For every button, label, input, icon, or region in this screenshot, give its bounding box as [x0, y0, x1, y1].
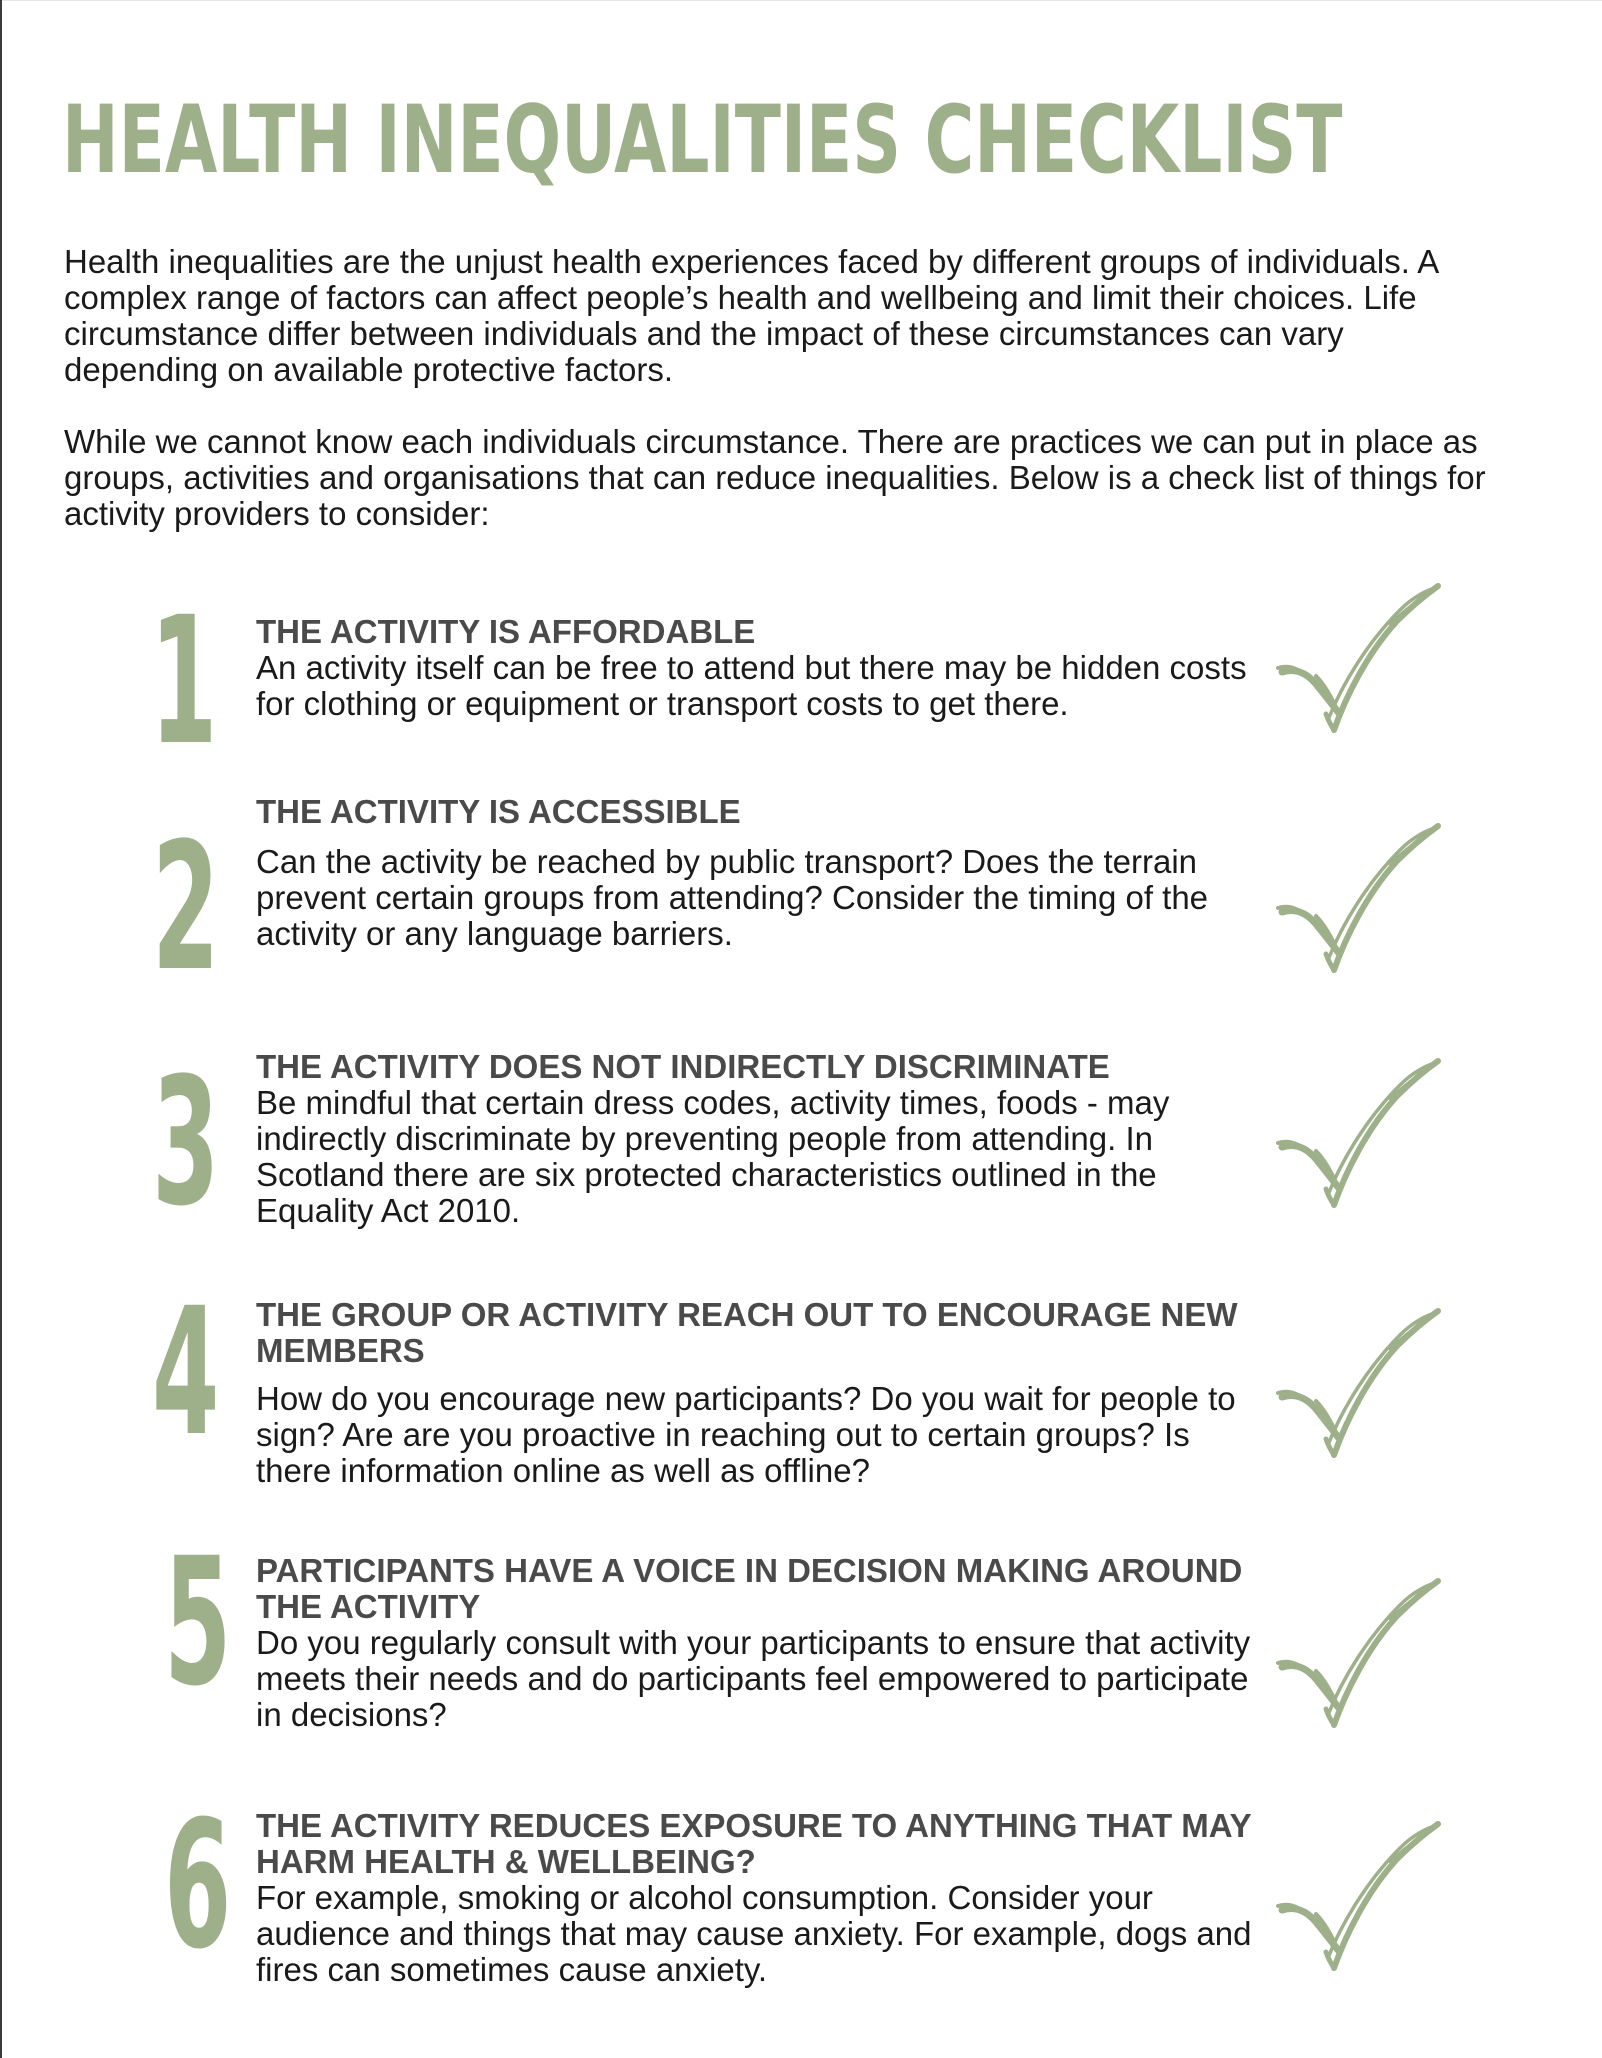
item-number: 6	[164, 1783, 232, 1988]
item-heading: THE ACTIVITY REDUCES EXPOSURE TO ANYTHING THAT MAY HARM HEALTH & WELLBEING?	[256, 1807, 1252, 1880]
checkmark-icon	[1272, 580, 1444, 744]
item-heading: THE GROUP OR ACTIVITY REACH OUT TO ENCOURAGE NEW MEMBERS	[256, 1296, 1238, 1369]
item-heading: THE ACTIVITY DOES NOT INDIRECTLY DISCRIMINATE	[256, 1048, 1110, 1085]
item-number: 4	[152, 1270, 220, 1475]
page-title: HEALTH INEQUALITIES CHECKLIST	[62, 86, 1343, 195]
item-heading: THE ACTIVITY IS ACCESSIBLE	[256, 793, 741, 830]
checkmark-icon	[1272, 1055, 1444, 1219]
item-description: How do you encourage new participants? Do you wait for people to sign? Are are you proactive in reaching out to certain groups? Is there information online as well as offline?	[256, 1380, 1236, 1489]
page-left-border	[0, 0, 2, 2058]
checkmark-icon	[1272, 1305, 1444, 1469]
intro-paragraph-1: Health inequalities are the unjust health experiences faced by different groups of individuals. A complex range of factors can affect people’s health and wellbeing and limit their choices. Life circumstance differ between individuals and the impact of these circumstances can vary depending on available protective factors.	[64, 243, 1438, 388]
checkmark-icon	[1272, 820, 1444, 984]
item-heading: PARTICIPANTS HAVE A VOICE IN DECISION MAKING AROUND THE ACTIVITY	[256, 1552, 1243, 1625]
item-description: For example, smoking or alcohol consumption. Consider your audience and things that may cause anxiety. For example, dogs and fires can sometimes cause anxiety.	[256, 1879, 1252, 1988]
item-description: Be mindful that certain dress codes, activity times, foods - may indirectly discriminate by preventing people from attending. In Scotland there are six protected characteristics outlined in the Equality Act 2010.	[256, 1084, 1170, 1229]
item-description: An activity itself can be free to attend but there may be hidden costs for clothing or equipment or transport costs to get there.	[256, 649, 1247, 722]
item-number: 3	[152, 1040, 220, 1245]
item-number: 2	[152, 805, 220, 1010]
item-heading: THE ACTIVITY IS AFFORDABLE	[256, 613, 756, 650]
item-description: Do you regularly consult with your participants to ensure that activity meets their needs and do participants feel empowered to participate in decisions?	[256, 1624, 1251, 1733]
checkmark-icon	[1272, 1818, 1444, 1982]
page-top-edge	[0, 0, 1602, 1]
checkmark-icon	[1272, 1575, 1444, 1739]
item-number: 5	[164, 1520, 232, 1725]
intro-paragraph-2: While we cannot know each individuals circumstance. There are practices we can put in place as groups, activities and organisations that can reduce inequalities. Below is a check list of things for activity providers to consider:	[64, 423, 1486, 532]
item-number: 1	[150, 579, 218, 784]
item-description: Can the activity be reached by public transport? Does the terrain prevent certain groups from attending? Consider the timing of the activity or any language barriers.	[256, 843, 1209, 952]
